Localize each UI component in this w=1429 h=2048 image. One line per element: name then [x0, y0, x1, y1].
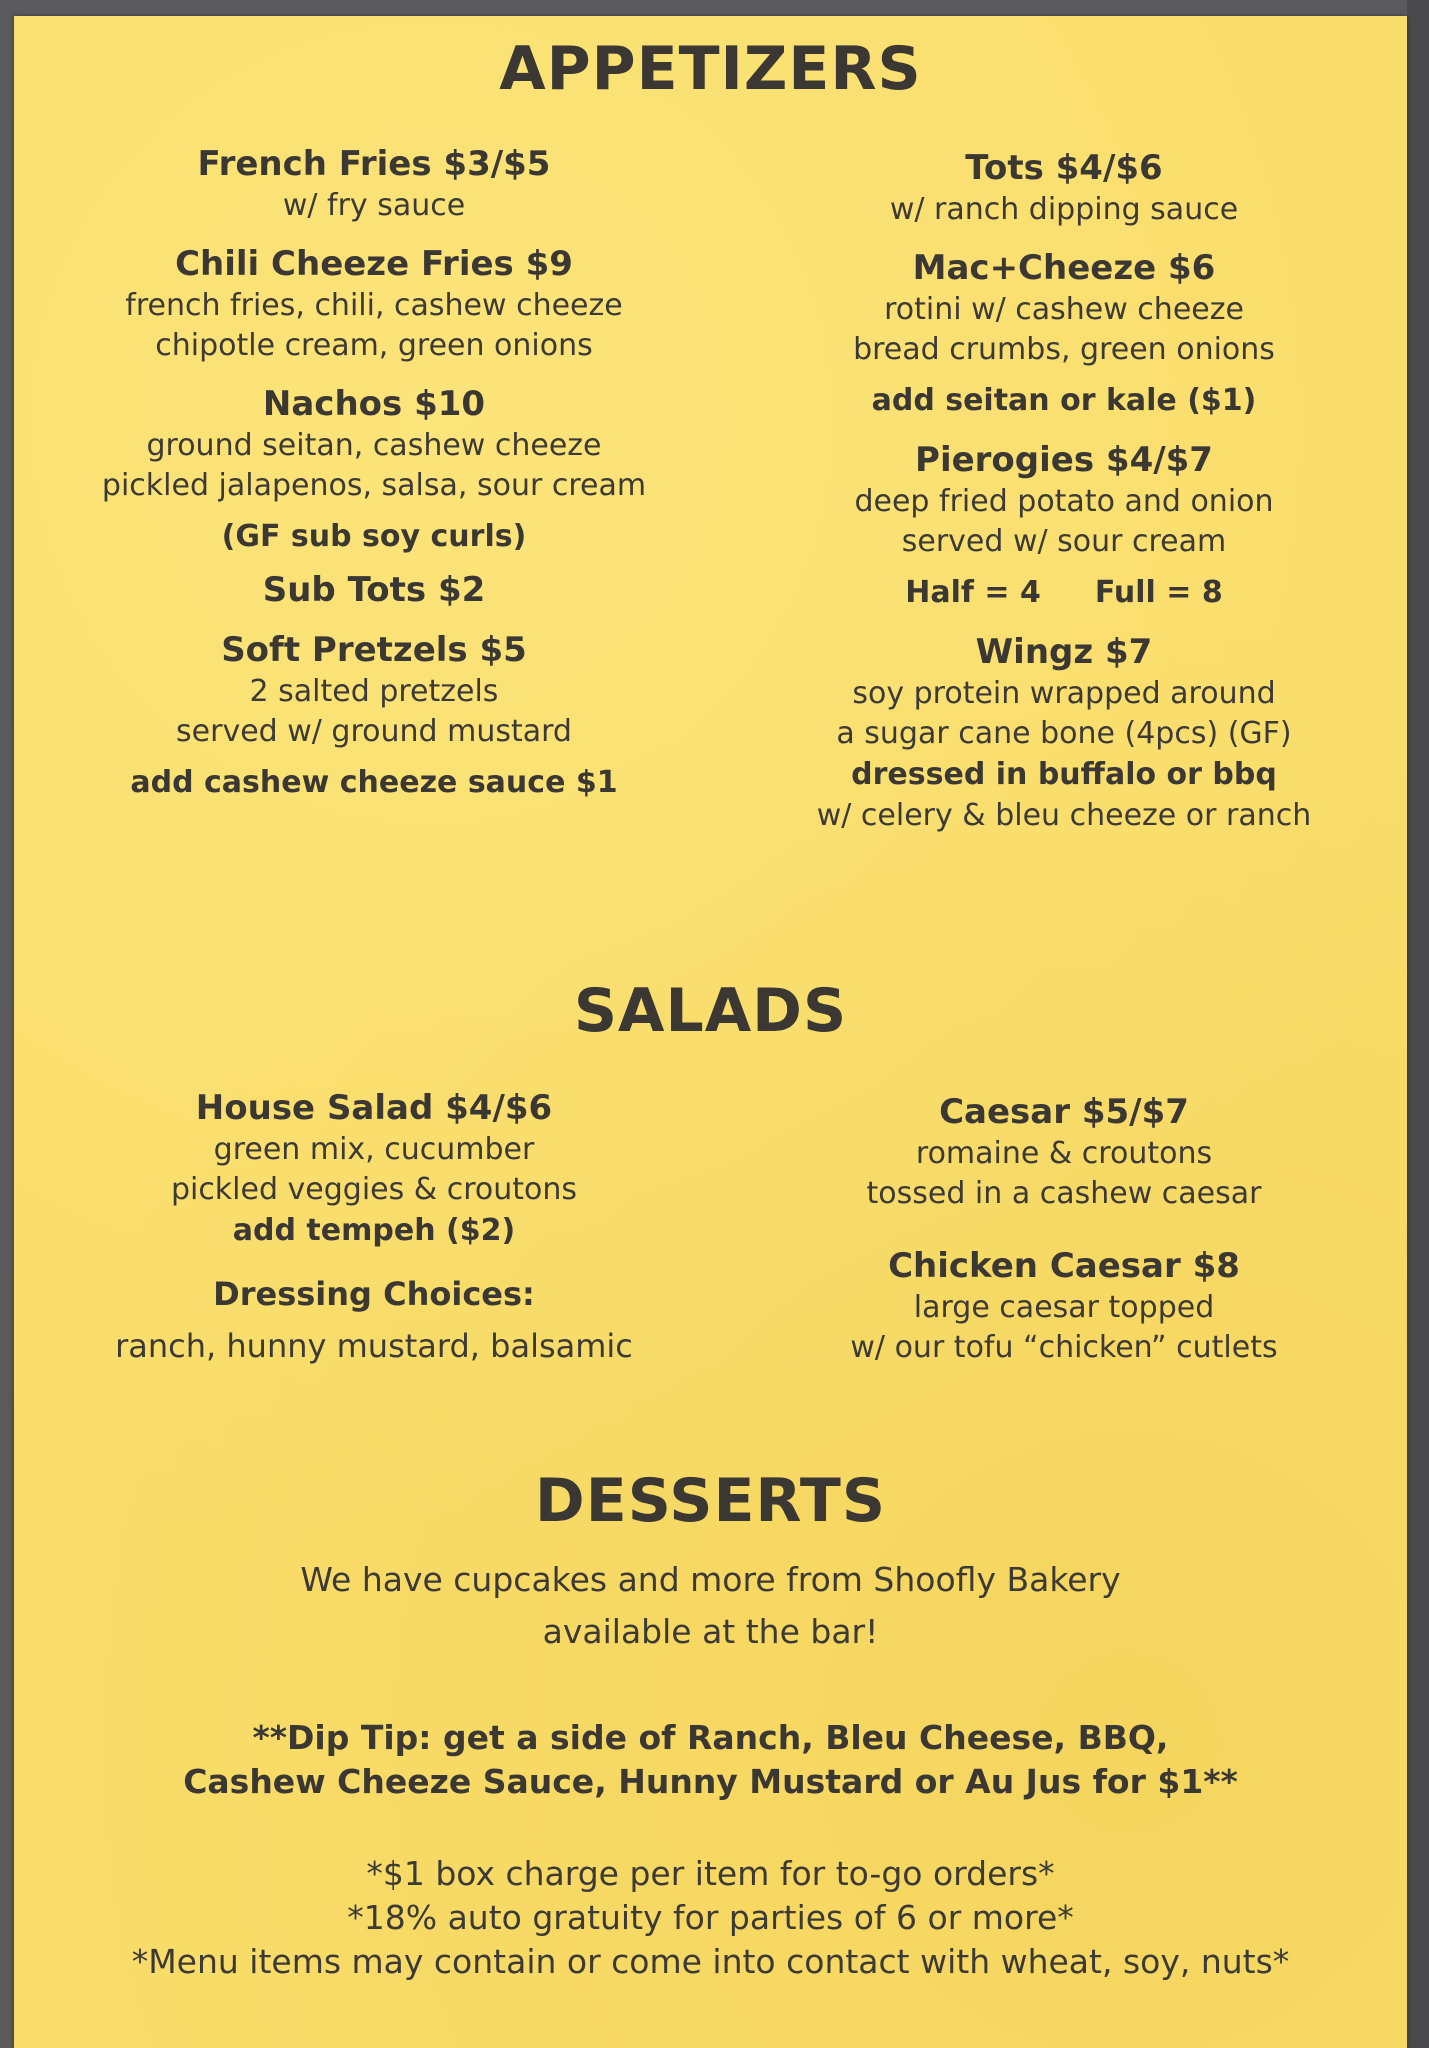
salads-left-column: [54, 1086, 694, 1372]
desserts-description: [14, 1554, 1407, 1658]
item-desc: soy protein wrapped around: [852, 676, 1276, 711]
item-name: Wingz $7: [975, 632, 1153, 672]
item-option: add tempeh ($2): [232, 1213, 516, 1248]
salads-title: SALADS: [573, 976, 848, 1046]
note-line: *Menu items may contain or come into contact with wheat, soy, nuts*: [131, 1942, 1290, 1981]
item-option: add cashew cheeze sauce $1: [130, 765, 618, 800]
item-desc: pickled veggies & croutons: [170, 1172, 578, 1207]
item-desc: a sugar cane bone (4pcs) (GF): [836, 716, 1292, 751]
item-name: Pierogies $4/$7: [915, 440, 1213, 480]
menu-item-pierogies: [754, 438, 1374, 614]
menu-item-soft-pretzels: [54, 628, 694, 804]
menu-item-wingz: [754, 630, 1374, 836]
menu-item-caesar: [754, 1090, 1374, 1214]
dip-tip-line: Cashew Cheeze Sauce, Hunny Mustard or Au Jus for $1**: [183, 1762, 1238, 1801]
dip-tip-line: **Dip Tip: get a side of Ranch, Bleu Cheese, BBQ,: [252, 1718, 1169, 1757]
desserts-title: DESSERTS: [534, 1466, 887, 1536]
item-name: French Fries $3/$5: [197, 144, 551, 184]
dressing-choices: [54, 1268, 694, 1372]
item-name: Chili Cheeze Fries $9: [175, 244, 573, 284]
item-name: Caesar $5/$7: [939, 1092, 1189, 1132]
menu-item-french-fries: [54, 142, 694, 226]
item-desc: served w/ sour cream: [901, 524, 1227, 559]
item-option: add seitan or kale ($1): [871, 383, 1257, 418]
salads-right-column: [754, 1090, 1374, 1368]
note-line: *18% auto gratuity for parties of 6 or more*: [347, 1898, 1074, 1937]
menu-page: [14, 16, 1407, 2048]
item-desc: chipotle cream, green onions: [155, 328, 593, 363]
item-desc: deep fried potato and onion: [854, 484, 1274, 519]
item-name: House Salad $4/$6: [195, 1088, 553, 1128]
item-desc: w/ fry sauce: [282, 188, 466, 223]
pierogies-sizes: [754, 572, 1374, 614]
item-name: Soft Pretzels $5: [221, 630, 527, 670]
item-name: Nachos $10: [262, 384, 486, 424]
item-name: Tots $4/$6: [965, 148, 1163, 188]
item-option: Sub Tots $2: [262, 570, 486, 610]
item-option: (GF sub soy curls): [221, 519, 527, 554]
item-desc: ground seitan, cashew cheeze: [146, 428, 602, 463]
full-size: Full = 8: [1094, 575, 1223, 610]
menu-item-tots: [754, 146, 1374, 230]
menu-item-chicken-caesar: [754, 1244, 1374, 1368]
dip-tip: [14, 1716, 1407, 1804]
desserts-line: We have cupcakes and more from Shoofly Bakery: [300, 1560, 1121, 1599]
item-desc: rotini w/ cashew cheeze: [884, 292, 1244, 327]
item-desc: w/ ranch dipping sauce: [889, 192, 1239, 227]
item-desc: green mix, cucumber: [213, 1132, 535, 1167]
appetizers-title: APPETIZERS: [499, 34, 922, 104]
item-option: dressed in buffalo or bbq: [851, 757, 1277, 792]
menu-item-house-salad: [54, 1086, 694, 1252]
desserts-line: available at the bar!: [542, 1612, 879, 1651]
note-line: *$1 box charge per item for to-go orders*: [366, 1854, 1055, 1893]
menu-item-nachos: [54, 382, 694, 612]
dressing-list: ranch, hunny mustard, balsamic: [115, 1327, 633, 1365]
half-size: Half = 4: [905, 575, 1041, 610]
appetizers-left-column: [54, 142, 694, 804]
item-desc: romaine & croutons: [915, 1136, 1213, 1171]
item-desc: 2 salted pretzels: [249, 674, 499, 709]
dressing-label: Dressing Choices:: [213, 1275, 535, 1313]
background-edge: [1407, 0, 1429, 2048]
item-desc: bread crumbs, green onions: [853, 332, 1275, 367]
item-desc: w/ our tofu “chicken” cutlets: [850, 1330, 1278, 1365]
item-name: Mac+Cheeze $6: [912, 248, 1216, 288]
menu-item-chili-cheeze-fries: [54, 242, 694, 366]
item-name: Chicken Caesar $8: [888, 1246, 1240, 1286]
item-desc: pickled jalapenos, salsa, sour cream: [101, 468, 647, 503]
item-desc: french fries, chili, cashew cheeze: [125, 288, 623, 323]
item-desc: w/ celery & bleu cheeze or ranch: [816, 798, 1312, 833]
item-desc: large caesar topped: [913, 1290, 1215, 1325]
item-desc: served w/ ground mustard: [176, 714, 572, 749]
menu-notes: [14, 1852, 1407, 1984]
item-desc: tossed in a cashew caesar: [866, 1176, 1262, 1211]
appetizers-right-column: [754, 146, 1374, 836]
menu-item-mac-cheeze: [754, 246, 1374, 422]
